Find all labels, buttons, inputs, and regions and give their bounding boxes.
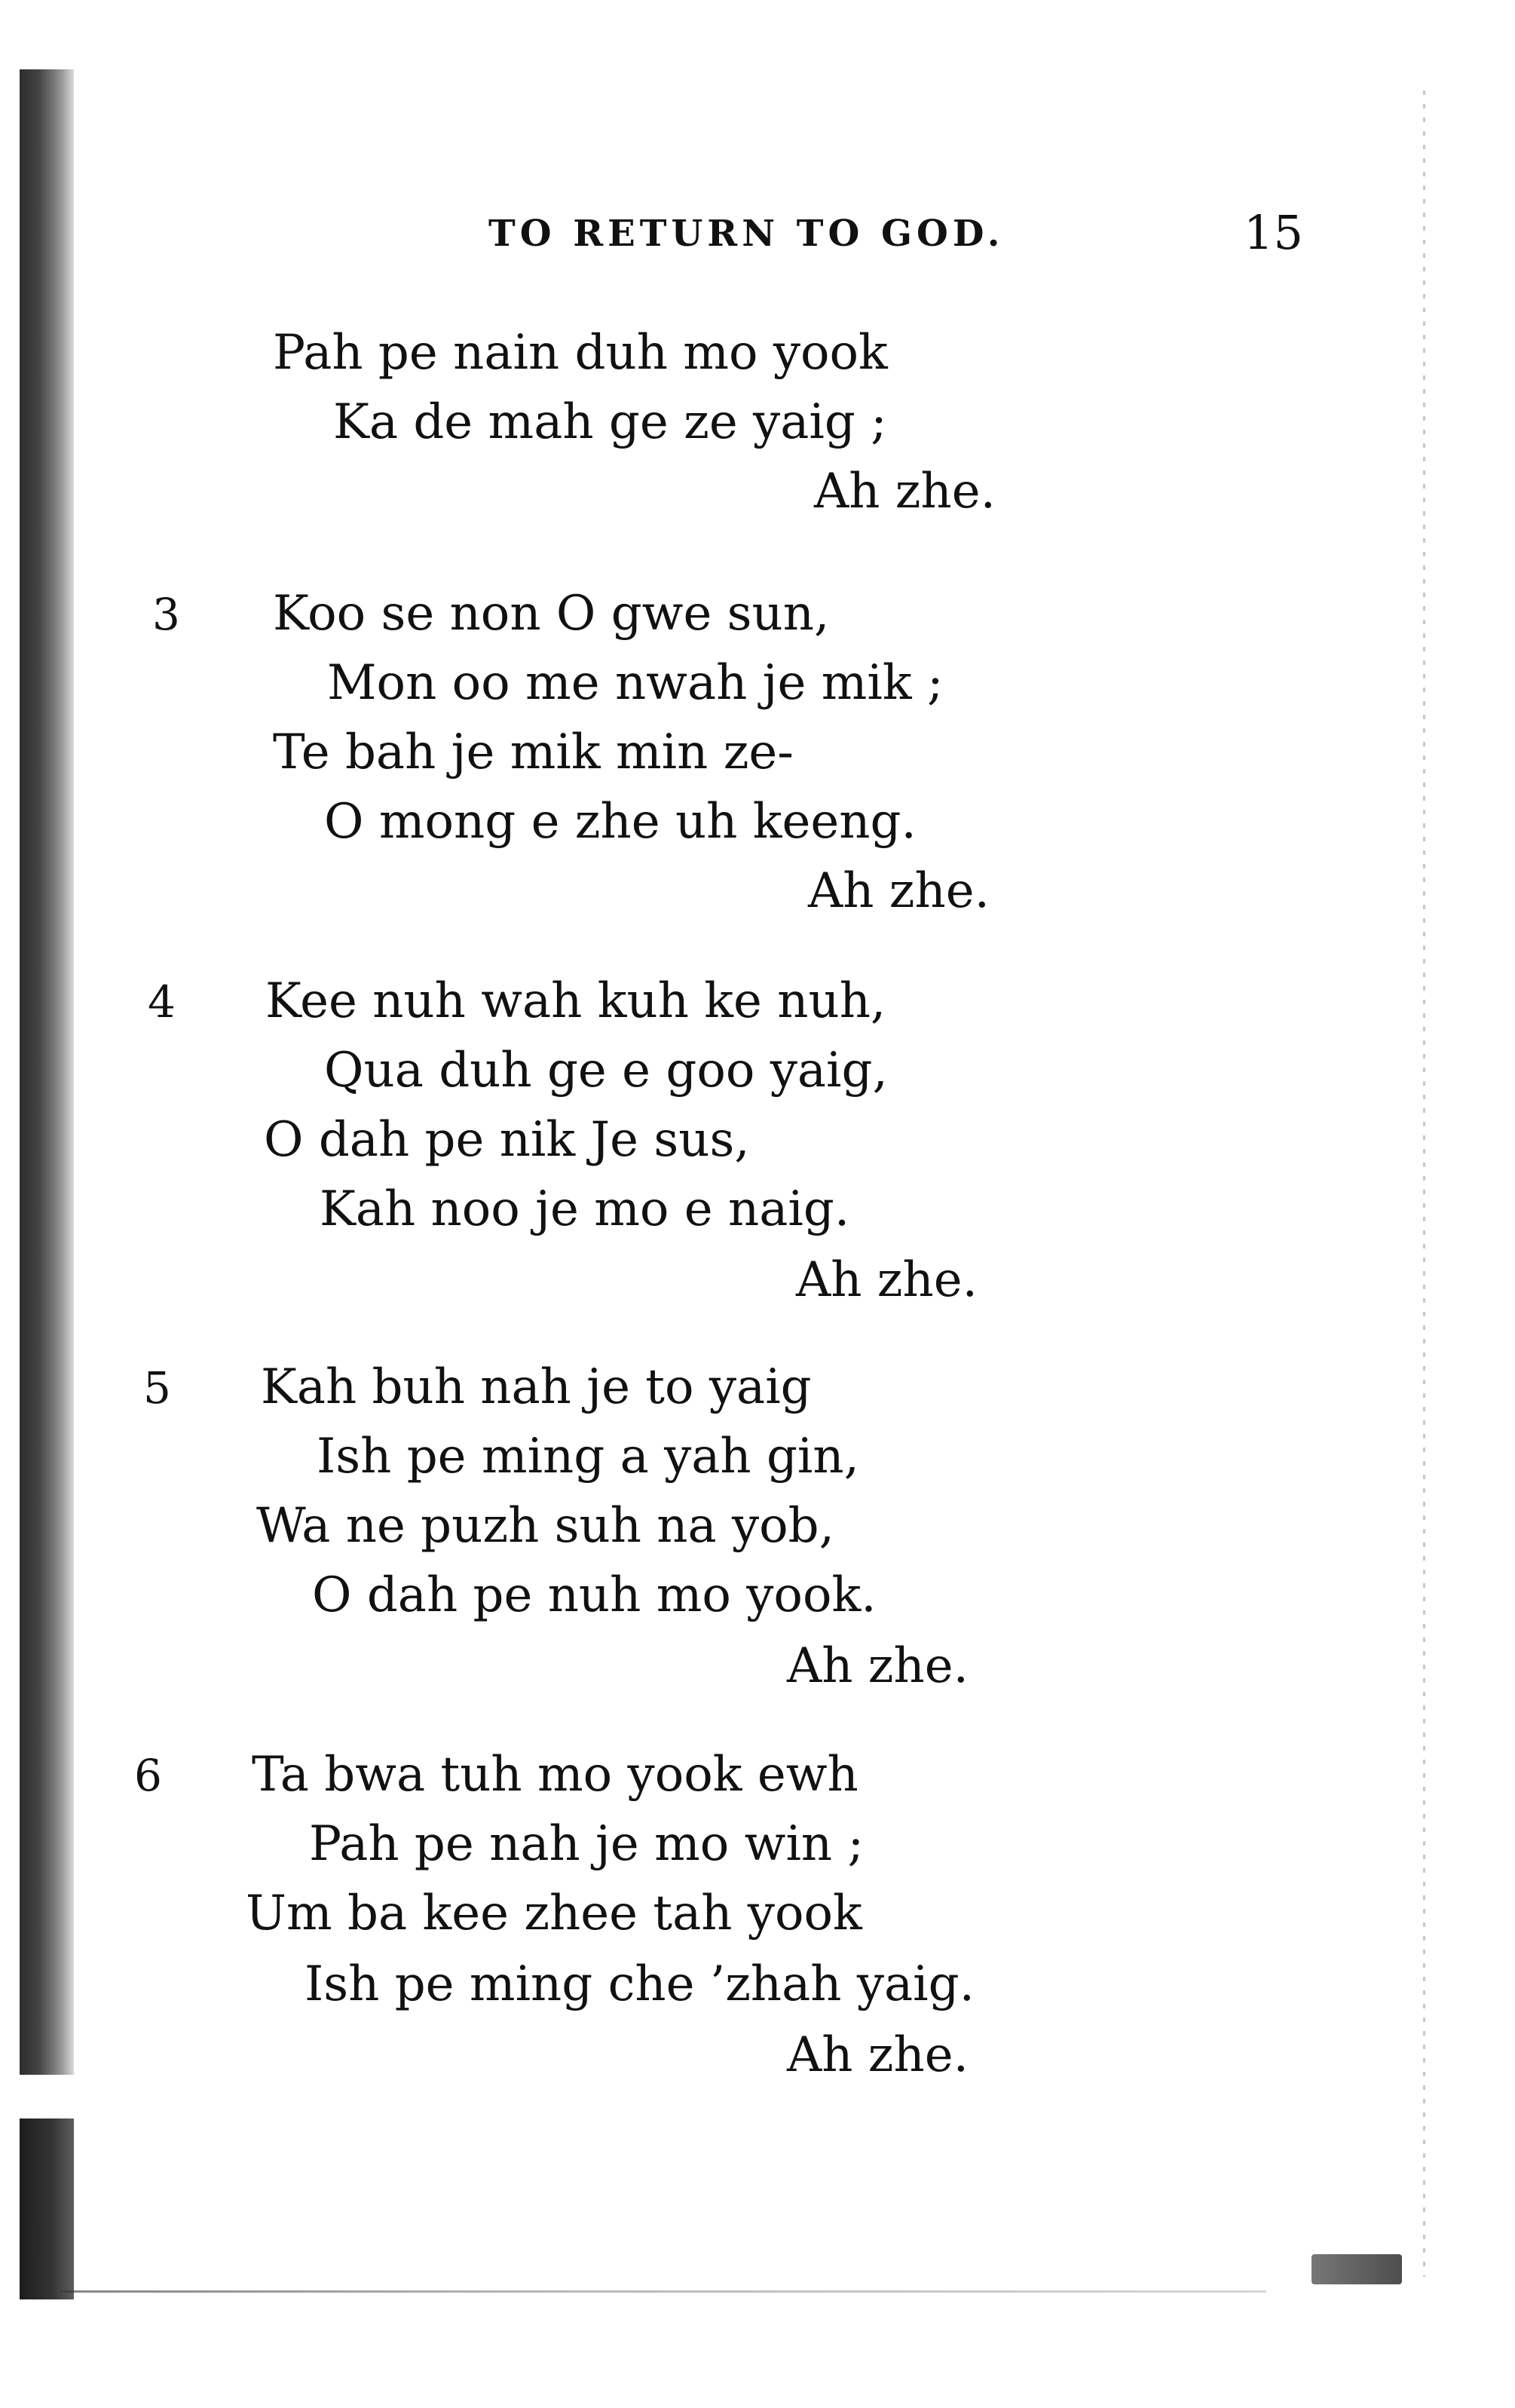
page-number: 15 [1244, 205, 1303, 260]
page-bottom-edge [60, 2290, 1266, 2293]
verse-line: O dah pe nuh mo yook. [312, 1567, 877, 1623]
verse-line: Pah pe nah je mo win ; [309, 1816, 865, 1872]
verse-refrain: Ah zhe. [814, 464, 996, 519]
verse-line: Kah buh nah je to yaig [261, 1359, 812, 1415]
verse-line: Koo se non O gwe sun, [273, 586, 830, 642]
verse-line: Ish pe ming che ’zhah yaig. [305, 1956, 975, 2012]
binding-edge-shadow-lower [20, 2118, 74, 2299]
verse-line: Mon oo me nwah je mik ; [327, 655, 944, 711]
corner-smudge [1311, 2254, 1402, 2284]
verse-line: Wa ne puzh suh na yob, [256, 1498, 834, 1554]
verse-line: Um ba kee zhee tah yook [246, 1886, 862, 1941]
verse-refrain: Ah zhe. [808, 863, 990, 919]
stanza-number: 3 [152, 589, 180, 640]
stanza-number: 4 [148, 976, 176, 1028]
page-right-edge [1423, 90, 1425, 2277]
verse-line: Pah pe nain duh mo yook [273, 325, 888, 381]
verse-line: Ish pe ming a yah gin, [317, 1429, 859, 1484]
verse-refrain: Ah zhe. [796, 1252, 978, 1308]
verse-line: O dah pe nik Je sus, [264, 1112, 750, 1168]
verse-line: Kee nuh wah kuh ke nuh, [265, 973, 886, 1029]
verse-line: Ka de mah ge ze yaig ; [333, 394, 887, 450]
binding-edge-shadow [20, 69, 74, 2075]
verse-line: Kah noo je mo e naig. [320, 1181, 850, 1237]
verse-line: Ta bwa tuh mo yook ewh [252, 1747, 858, 1803]
stanza-number: 6 [134, 1750, 162, 1801]
verse-refrain: Ah zhe. [787, 2027, 969, 2083]
verse-line: O mong e zhe uh keeng. [324, 794, 917, 850]
verse-refrain: Ah zhe. [787, 1638, 969, 1694]
verse-line: Te bah je mik min ze- [273, 725, 794, 780]
verse-line: Qua duh ge e goo yaig, [324, 1043, 888, 1098]
stanza-number: 5 [143, 1362, 171, 1414]
running-head: TO RETURN TO GOD. [488, 213, 1005, 255]
